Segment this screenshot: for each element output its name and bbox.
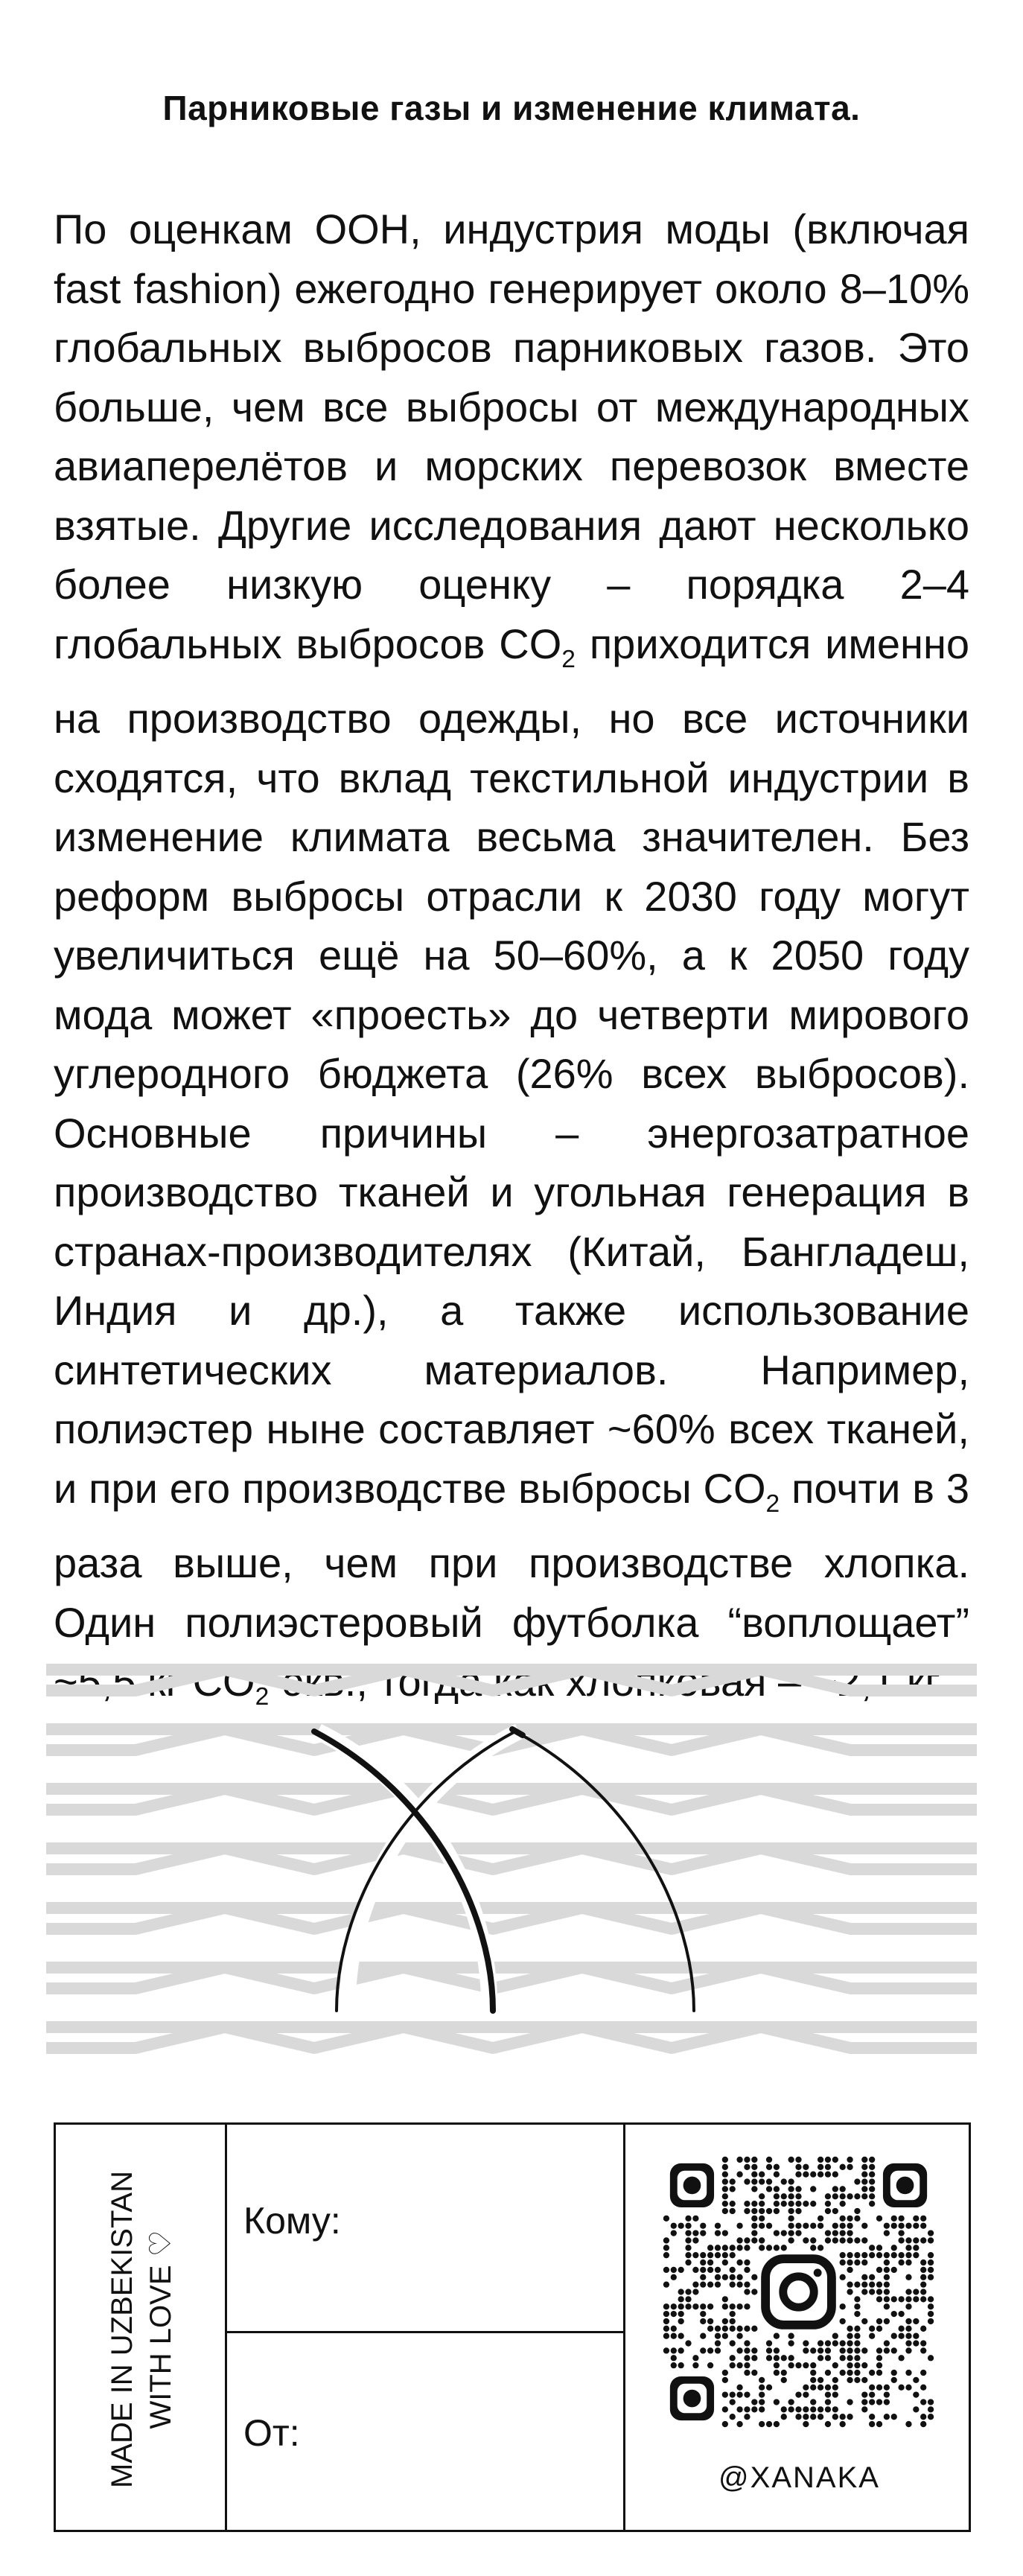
body-paragraph: По оценкам ООН, индустрия моды (включая fast fashion) ежегодно генерирует около 8–10% глобальных выбросов парниковых газов. Это больше, чем все выбросы от международных авиаперелётов и морских перевозок вместе взятые. Другие исследования дают несколько более низкую оценку – порядка 2–4 глобальных выбросов $CO_2$ приходится именно на производство одежды, но все источники сходятся, что вклад текстильной индустрии в изменение климата весьма значителен. Без реформ выбросы отрасли к 2030 году могут увеличиться ещё на 50–60%, а к 2050 году мода может «проесть» до четверти мирового углеродного бюджета (26% всех выбросов). Основные причины – энергозатратное производство тканей и угольная генерация в странах-производителях (Китай, Бангладеш, Индия и др.), а также использование синтетических материалов. Например, полиэстер ныне составляет ~60% всех тканей, и при его производстве выбросы $CO_2$ почти в 3 раза выше, чем при производстве хлопка. Один полиэстеровый футболка “воплощает” ~5,5 кг $CO_2$-экв., тогда как хлопковая – ~2,1 кг. [54, 206, 970, 1711]
qr-code[interactable] [663, 2156, 934, 2428]
instagram-handle: @XANAKA [718, 2461, 880, 2494]
made-in-uzbekistan-text: MADE IN UZBEKISTAN WITH LOVE ♡ [106, 2171, 177, 2488]
to-label: Кому: [243, 2200, 341, 2242]
from-field[interactable] [227, 2333, 623, 2534]
address-fields [227, 2125, 625, 2530]
to-field[interactable] [227, 2125, 623, 2333]
gift-label-card [54, 2122, 971, 2532]
decorative-wave-pattern [46, 1661, 977, 2078]
made-in-column [56, 2125, 227, 2530]
qr-column [625, 2125, 973, 2530]
from-label: От: [243, 2412, 300, 2454]
page-title: Парниковые газы и изменение климата. [162, 89, 861, 127]
